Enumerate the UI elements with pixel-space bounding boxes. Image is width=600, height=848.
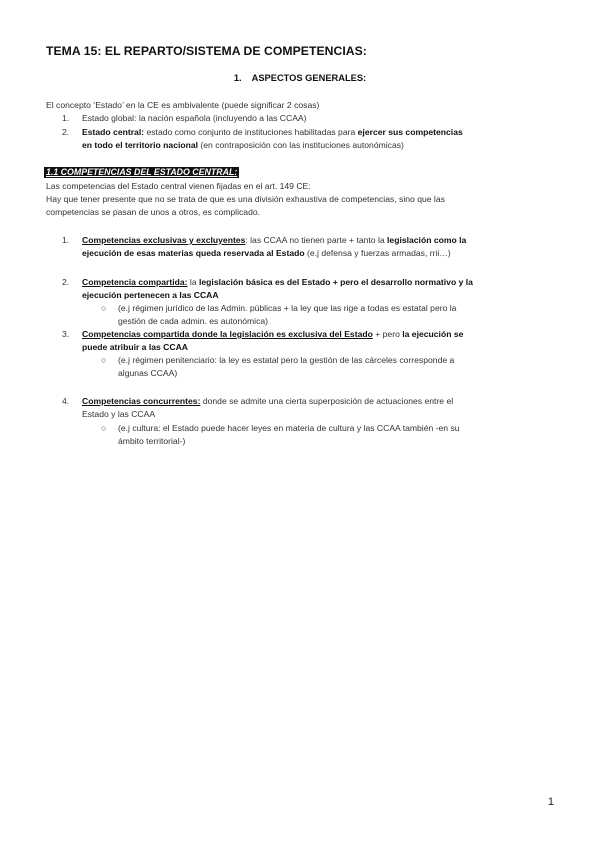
bold-text: legislación como la: [387, 235, 467, 245]
bold-text: ejecución de esas materias queda reservada al Estado: [82, 248, 305, 258]
document-title: TEMA 15: EL REPARTO/SISTEMA DE COMPETENCIAS:: [46, 44, 367, 58]
list-item-continuation: [82, 342, 188, 353]
bold-text: la ejecución se: [402, 329, 464, 339]
section-title: ASPECTOS GENERALES:: [251, 73, 367, 83]
list-text: + pero: [372, 329, 403, 339]
list-text: estado como conjunto de instituciones habilitadas para: [144, 127, 358, 137]
bullet-icon: ○: [101, 423, 107, 433]
bold-text: en todo el territorio nacional: [82, 140, 199, 150]
list-item: [82, 127, 463, 138]
bold-text: ejecución pertenecen a las CCAA: [82, 290, 219, 300]
bullet-icon: ○: [101, 303, 107, 313]
list-number: 2.: [62, 277, 70, 287]
bold-term: Competencia compartida:: [82, 277, 188, 287]
sub-item: (e.j régimen penitenciario: la ley es estatal pero la gestión de las cárceles corresponde a: [118, 355, 455, 365]
intro-text: El concepto ‘Estado’ en la CE es ambivalente (puede significar 2 cosas): [46, 100, 320, 110]
list-number: 1.: [62, 113, 70, 123]
list-number: 1.: [62, 235, 70, 245]
list-item: [82, 277, 473, 288]
sub-item-continuation: ámbito territorial-): [118, 436, 186, 446]
list-item: Estado global: la nación española (incluyendo a las CCAA): [82, 113, 307, 123]
bold-term: Competencias exclusivas y excluyentes: [82, 235, 246, 245]
list-number: 3.: [62, 329, 70, 339]
list-item: [82, 235, 466, 246]
section-heading: [0, 73, 600, 83]
paragraph: Hay que tener presente que no se trata de que es una división exhaustiva de competencias, sino que las: [46, 194, 445, 204]
bold-text: legislación básica es del Estado + pero el desarrollo normativo y la: [199, 277, 473, 287]
list-text: : las CCAA no tienen parte + tanto la: [245, 235, 388, 245]
list-number: 2.: [62, 127, 70, 137]
list-text: la: [187, 277, 200, 287]
page-number: 1: [547, 796, 554, 808]
list-text: (en contraposición con las instituciones autonómicas): [198, 140, 404, 150]
bold-term: Competencias compartida donde la legislación es exclusiva del Estado: [82, 329, 373, 339]
sub-item: (e.j régimen jurídico de las Admin. públicas + la ley que las rige a todas es estatal pero la: [118, 303, 457, 313]
list-item-continuation: Estado y las CCAA: [82, 409, 156, 419]
sub-item-continuation: gestión de cada admin. es autonómica): [118, 316, 269, 326]
bold-text: ejercer sus competencias: [357, 127, 463, 137]
paragraph: competencias se pasan de unos a otros, es complicado.: [46, 207, 261, 217]
bold-term: Estado central:: [82, 127, 145, 137]
subsection-heading: 1.1 COMPETENCIAS DEL ESTADO CENTRAL:: [46, 167, 238, 177]
bold-term: Competencias concurrentes:: [82, 396, 201, 406]
list-item-continuation: [82, 140, 404, 151]
paragraph: Las competencias del Estado central vienen fijadas en el art. 149 CE:: [46, 181, 311, 191]
sub-item-continuation: algunas CCAA): [118, 368, 178, 378]
list-number: 4.: [62, 396, 70, 406]
bullet-icon: ○: [101, 355, 107, 365]
list-text: (e.j defensa y fuerzas armadas, rrii…): [304, 248, 451, 258]
bold-text: puede atribuir a las CCAA: [82, 342, 189, 352]
list-item: [82, 329, 463, 340]
sub-item: (e.j cultura: el Estado puede hacer leyes en materia de cultura y las CCAA también -en su: [118, 423, 460, 433]
list-item-continuation: [82, 290, 219, 301]
list-item: [82, 396, 453, 407]
section-number: 1.: [233, 73, 242, 83]
list-text: donde se admite una cierta superposición de actuaciones entre el: [200, 396, 454, 406]
list-item-continuation: [82, 248, 451, 259]
